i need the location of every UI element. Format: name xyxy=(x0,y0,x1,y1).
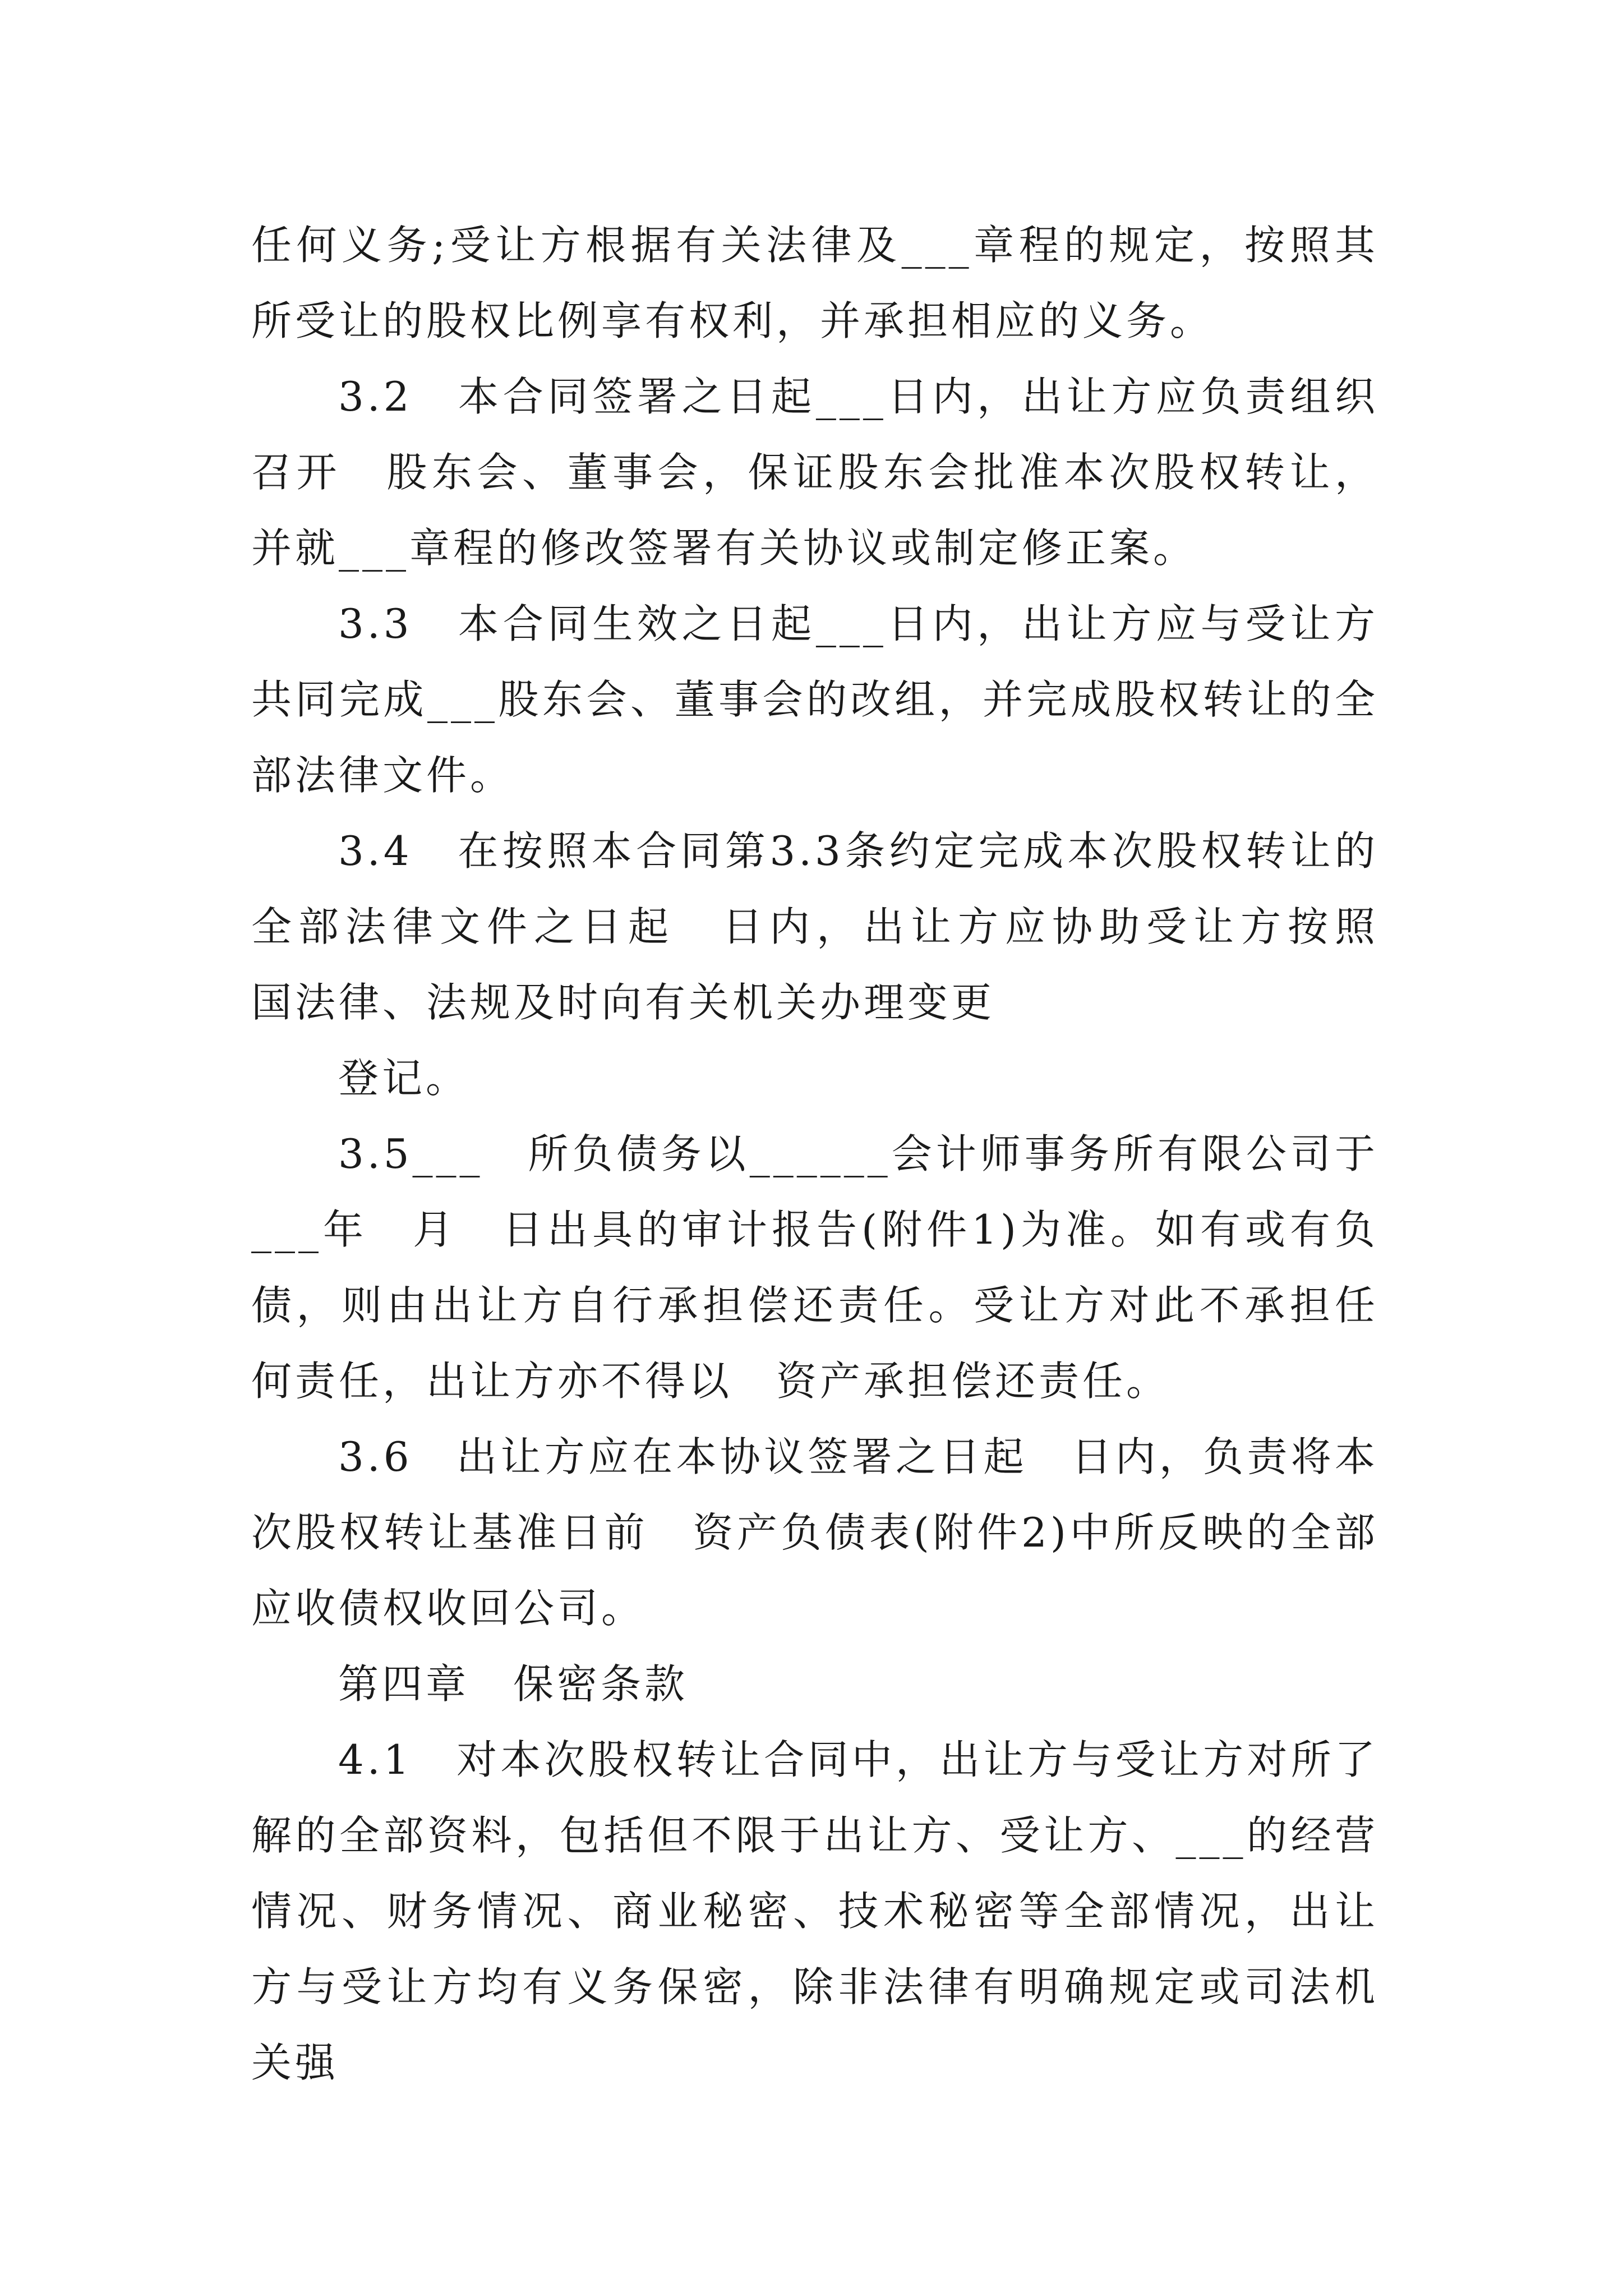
clause-3-6: 3.6 出让方应在本协议签署之日起 日内，负责将本次股权转让基准日前 资产负债表(附件2)中所反映的全部应收债权收回公司。 xyxy=(251,1433,1378,1632)
document-body xyxy=(251,208,1423,2101)
clause-4-1: 4.1 对本次股权转让合同中，出让方与受让方对所了解的全部资料，包括但不限于出让方、受让方、___的经营情况、财务情况、商业秘密、技术秘密等全部情况，出让方与受让方均有义务保密，除非法律有明确规定或司法机关强 xyxy=(251,1736,1378,2086)
clause-3-3: 3.3 本合同生效之日起___日内，出让方应与受让方共同完成___股东会、董事会的改组，并完成股权转让的全部法律文件。 xyxy=(251,600,1378,799)
paragraph-continuation: 任何义务;受让方根据有关法律及___章程的规定，按照其所受让的股权比例享有权利，并承担相应的义务。 xyxy=(251,222,1378,344)
clause-3-4-tail: 登记。 xyxy=(338,1055,470,1102)
chapter-4-heading: 第四章 保密条款 xyxy=(338,1660,689,1708)
clause-3-4: 3.4 在按照本合同第3.3条约定完成本次股权转让的全部法律文件之日起 日内，出让方应协助受让方按照 国法律、法规及时向有关机关办理变更 xyxy=(251,827,1423,1026)
clause-3-2: 3.2 本合同签署之日起___日内，出让方应负责组织召开 股东会、董事会，保证股东会批准本次股权转让，并就___章程的修改签署有关协议或制定修正案。 xyxy=(251,373,1378,572)
clause-3-5: 3.5___ 所负债务以______会计师事务所有限公司于___年 月 日出具的审计报告(附件1)为准。如有或有负债，则由出让方自行承担偿还责任。受让方对此不承担任何责任，出让方亦不得以 资产承担偿还责任。 xyxy=(251,1130,1378,1405)
